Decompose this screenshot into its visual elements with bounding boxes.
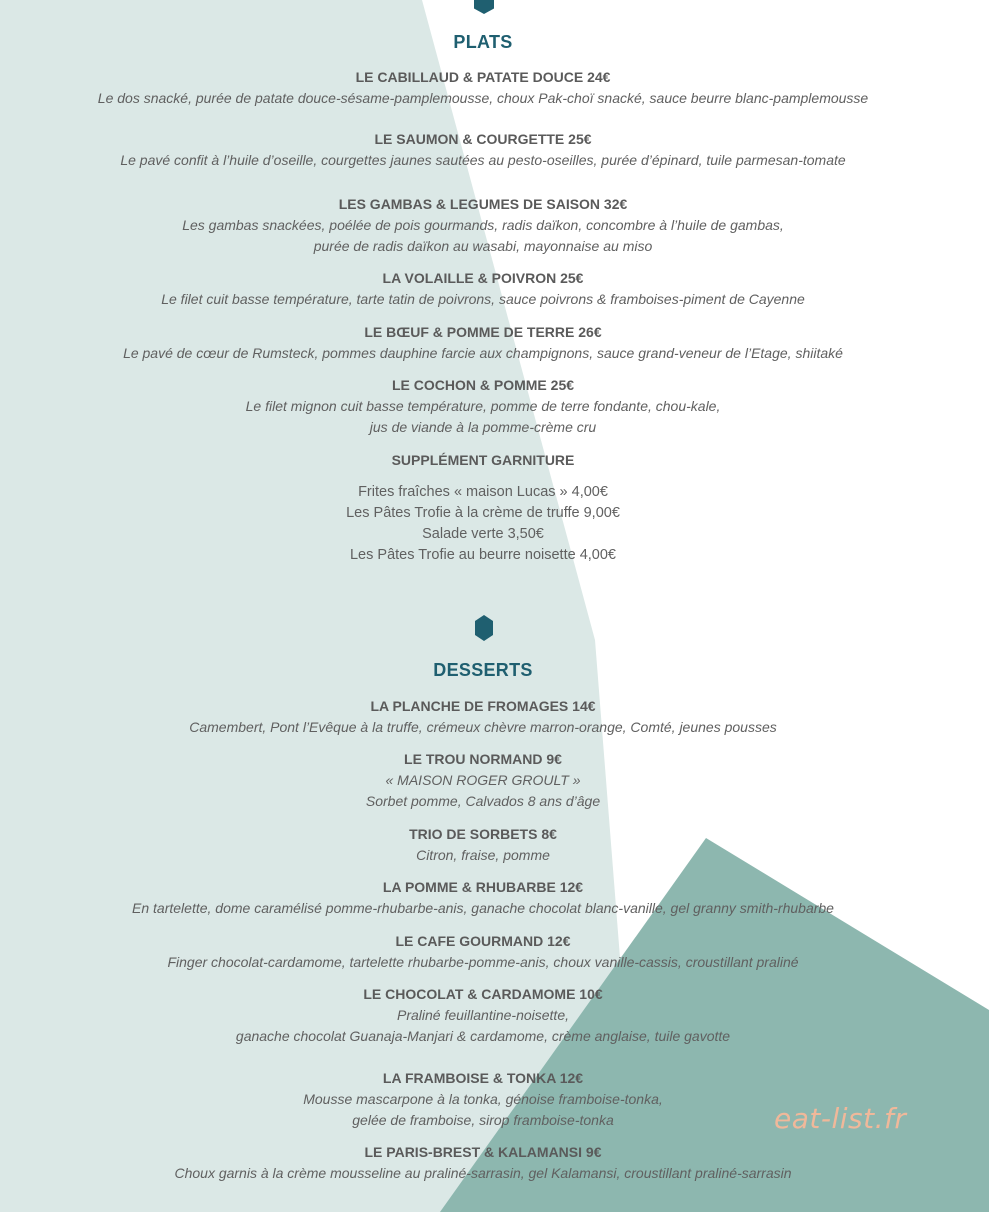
menu-item (0, 129, 966, 171)
item-name: LE SAUMON & COURGETTE 25€ (374, 131, 592, 147)
menu-item (0, 696, 966, 738)
item-name: LES GAMBAS & LEGUMES DE SAISON 32€ (338, 196, 628, 212)
item-name: TRIO DE SORBETS 8€ (409, 826, 557, 842)
item-description: Camembert, Pont l’Evêque à la truffe, crémeux chèvre marron-orange, Comté, jeunes pousses (189, 719, 777, 735)
menu-item (0, 268, 966, 310)
menu-item (0, 824, 966, 866)
item-name: LE COCHON & POMME 25€ (391, 377, 575, 393)
item-name: LA PLANCHE DE FROMAGES 14€ (370, 698, 596, 714)
menu-item (0, 1142, 966, 1184)
item-name: LE PARIS-BREST & KALAMANSI 9€ (364, 1144, 602, 1160)
item-description: Choux garnis à la crème mousseline au praliné-sarrasin, gel Kalamansi, croustillant praliné-sarrasin (174, 1165, 792, 1181)
item-description: Le filet mignon cuit basse température, pomme de terre fondante, chou-kale, jus de viande à la pomme-crème cru (245, 398, 721, 435)
supplement-line: Salade verte 3,50€ (422, 526, 544, 542)
hexagon-icon (474, 0, 494, 14)
menu-item (0, 984, 966, 1047)
section-title-plats: PLATS (453, 32, 513, 52)
item-description: Praliné feuillantine-noisette, ganache chocolat Guanaja-Manjari & cardamome, crème anglaise, tuile gavotte (235, 1007, 731, 1044)
menu-item (0, 877, 966, 919)
item-name: LA VOLAILLE & POIVRON 25€ (382, 270, 584, 286)
supplement-line: Frites fraîches « maison Lucas » 4,00€ (358, 484, 608, 500)
item-description: Citron, fraise, pomme (416, 847, 550, 863)
item-description: Le filet cuit basse température, tarte tatin de poivrons, sauce poivrons & framboises-piment de Cayenne (161, 291, 805, 307)
supplement-line: Les Pâtes Trofie à la crème de truffe 9,00€ (346, 505, 620, 521)
item-name: LA FRAMBOISE & TONKA 12€ (382, 1070, 584, 1086)
item-description: En tartelette, dome caramélisé pomme-rhubarbe-anis, ganache chocolat blanc-vanille, gel granny smith-rhubarbe (132, 900, 834, 916)
item-name: LE CABILLAUD & PATATE DOUCE 24€ (355, 69, 611, 85)
supplement-section (0, 450, 966, 471)
item-name: LE CAFE GOURMAND 12€ (395, 933, 571, 949)
menu-item (0, 67, 966, 109)
menu-item (0, 194, 966, 257)
watermark: eat-list.fr (774, 1102, 907, 1135)
menu-item (0, 931, 966, 973)
supplement-list (0, 482, 966, 566)
section-title-desserts: DESSERTS (433, 660, 533, 680)
item-description: Le dos snacké, purée de patate douce-sésame-pamplemousse, choux Pak-choï snacké, sauce beurre blanc-pamplemousse (97, 90, 869, 106)
item-description: Le pavé de cœur de Rumsteck, pommes dauphine farcie aux champignons, sauce grand-veneur de l’Etage, shiitaké (123, 345, 843, 361)
item-name: LE BŒUF & POMME DE TERRE 26€ (364, 324, 602, 340)
item-description: « MAISON ROGER GROULT » Sorbet pomme, Calvados 8 ans d’âge (365, 772, 601, 809)
hexagon-icon (474, 615, 494, 641)
item-name: LE TROU NORMAND 9€ (404, 751, 562, 767)
menu-item (0, 375, 966, 438)
item-name: LA POMME & RHUBARBE 12€ (382, 879, 584, 895)
menu-item (0, 322, 966, 364)
item-description: Le pavé confit à l’huile d’oseille, courgettes jaunes sautées au pesto-oseilles, purée d’épinard, tuile parmesan-tomate (120, 152, 846, 168)
supplement-line: Les Pâtes Trofie au beurre noisette 4,00€ (349, 547, 616, 563)
supplement-title: SUPPLÉMENT GARNITURE (391, 452, 575, 468)
item-description: Finger chocolat-cardamome, tartelette rhubarbe-pomme-anis, choux vanille-cassis, croustillant praliné (167, 954, 799, 970)
item-name: LE CHOCOLAT & CARDAMOME 10€ (363, 986, 603, 1002)
item-description: Les gambas snackées, poélée de pois gourmands, radis daïkon, concombre à l’huile de gambas, purée de radis daïkon au wasabi, mayonnaise au miso (182, 217, 784, 254)
menu-item (0, 749, 966, 812)
item-description: Mousse mascarpone à la tonka, génoise framboise-tonka, gelée de framboise, sirop framboise-tonka (303, 1091, 663, 1128)
